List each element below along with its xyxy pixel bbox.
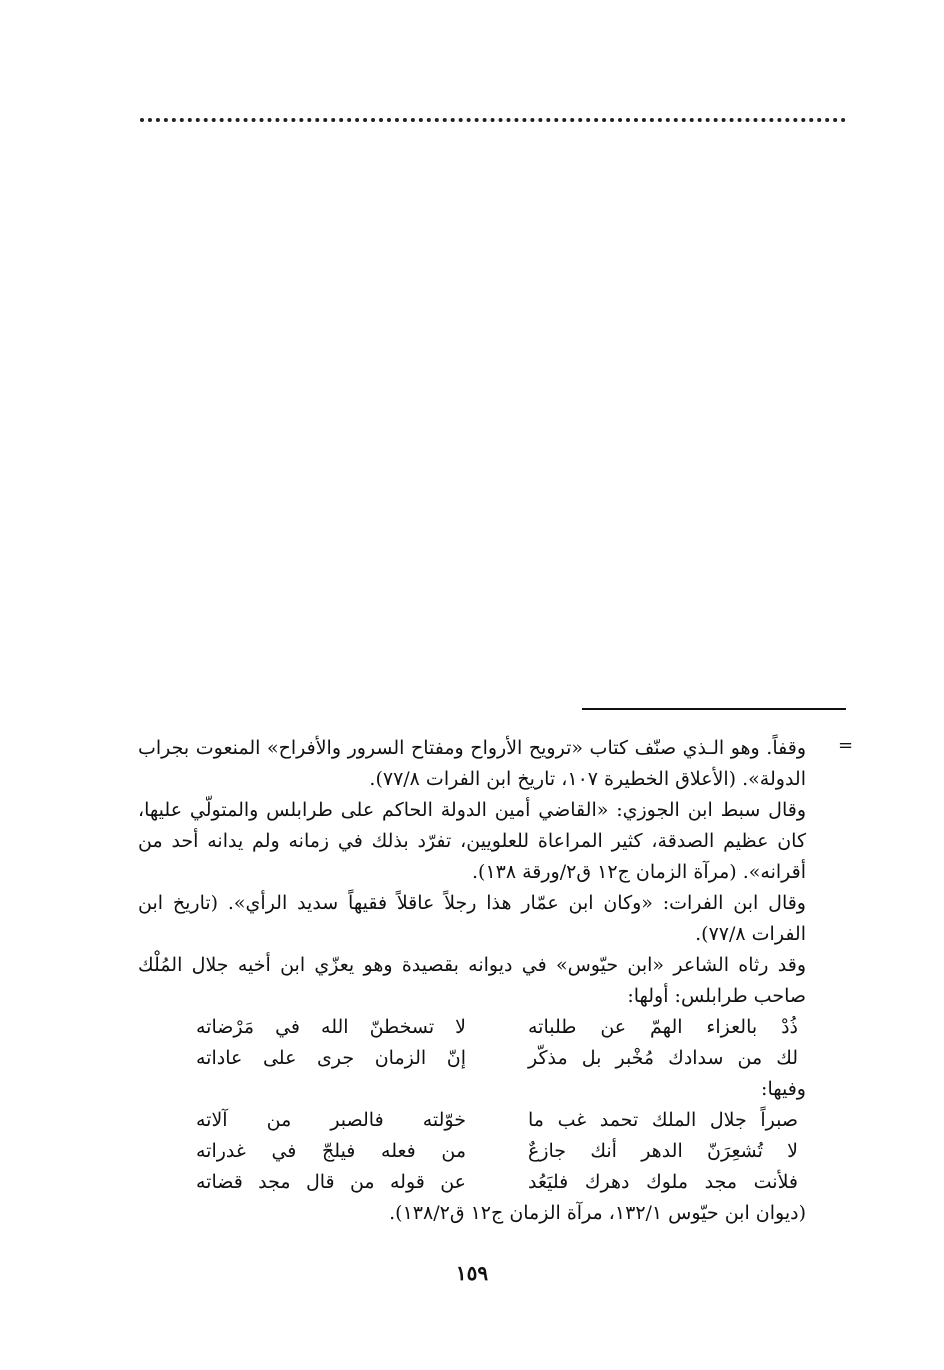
verse-first-hemistich: لك من سدادك مُخْبر بل مذكّر bbox=[528, 1047, 798, 1069]
footnote-continuation-marker: = bbox=[838, 735, 854, 756]
footnote-paragraph: وقفاً. وهو الـذي صنّف كتاب «ترويح الأرواح ومفتاح السرور والأفراح» المنعوت بجراب الدولة». (الأعلاق الخطيرة ١٠٧، تاريخ ابن الفرات ٧٧/٨). bbox=[138, 737, 806, 790]
footnote-citation: (ديوان ابن حيّوس ١٣٢/١، مرآة الزمان ج١٢ ق١٣٨/٢). bbox=[389, 1202, 806, 1224]
footnote-interlude: وفيها: bbox=[761, 1078, 806, 1100]
footnote-block bbox=[138, 733, 806, 1229]
verse-first-hemistich: ذُدْ بالعزاء الهمّ عن طلباته bbox=[528, 1016, 798, 1038]
verse-second-hemistich: عن قوله من قال مجد قضاته bbox=[196, 1171, 466, 1193]
poem-verses-first bbox=[138, 1012, 806, 1074]
verse-line bbox=[138, 1043, 806, 1074]
poem-verses-second bbox=[138, 1105, 806, 1198]
verse-second-hemistich: إنّ الزمان جرى على عاداته bbox=[196, 1047, 466, 1069]
footnote-paragraph: وقال سبط ابن الجوزي: «القاضي أمين الدولة الحاكم على طرابلس والمتولّي عليها، كان عظيم الصدقة، كثير المراعاة للعلويين، تفرّد بذلك في زمانه ولم يدانه أحد من أقرانه». (مرآة الزمان ج١٢ ق٢/ورقة ١٣٨). bbox=[138, 799, 806, 883]
verse-first-hemistich: لا تُشعِرَنّ الدهر أنك جازعٌ bbox=[528, 1140, 798, 1162]
verse-second-hemistich: خوّلته فالصبر من آلاته bbox=[196, 1109, 466, 1131]
footnote-paragraph: وقد رثاه الشاعر «ابن حيّوس» في ديوانه بقصيدة وهو يعزّي ابن أخيه جلال المُلْك صاحب طرابلس: أولها: bbox=[138, 954, 806, 1007]
verse-line bbox=[138, 1105, 806, 1136]
footnote-paragraph: وقال ابن الفرات: «وكان ابن عمّار هذا رجلاً عاقلاً فقيهاً سديد الرأي». (تاريخ ابن الفرات ٧٧/٨). bbox=[138, 892, 806, 945]
footnote-separator bbox=[582, 708, 846, 710]
page-number: ١٥٩ bbox=[455, 1261, 489, 1285]
verse-second-hemistich: من فعله فيلجّ في غدراته bbox=[196, 1140, 466, 1162]
verse-first-hemistich: صبراً جلال الملك تحمد غب ما bbox=[528, 1109, 798, 1131]
verse-line bbox=[138, 1136, 806, 1167]
verse-line bbox=[138, 1167, 806, 1198]
verse-second-hemistich: لا تسخطنّ الله في مَرْضاته bbox=[196, 1016, 466, 1038]
ornamental-dotted-rule bbox=[140, 118, 846, 122]
verse-first-hemistich: فلأنت مجد ملوك دهرك فليَعُد bbox=[528, 1171, 798, 1193]
verse-line bbox=[138, 1012, 806, 1043]
